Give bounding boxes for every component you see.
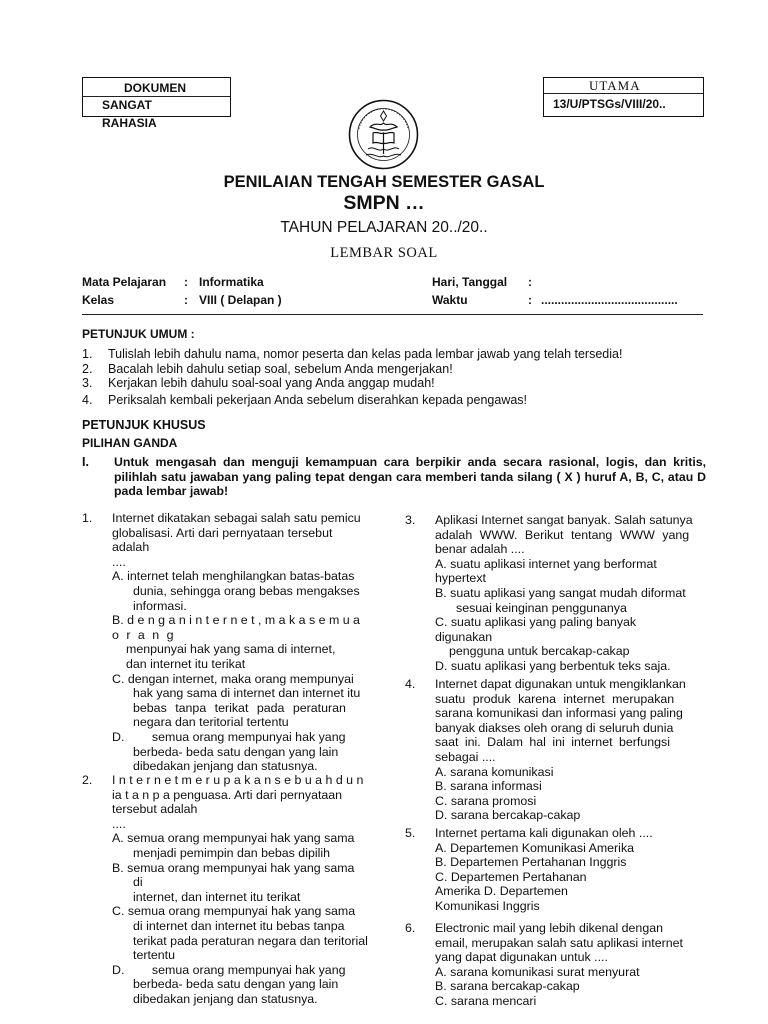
answer-option: B. Departemen Pertahanan Inggris <box>435 855 627 870</box>
general-instructions-list <box>82 347 722 407</box>
question-2: 2. I n t e r n e t m e r u p a k a n s e b u a h d u n ia t a n p a penguasa. Arti dari pernyataan tersebut adalah .... A. semua orang mempunyai hak yang sama menjadi pemimpin dan bebas dipilih B. semua orang mempunyai hak yang sama di internet, dan internet itu terikat C. semua orang mempunyai hak yang sama di internet dan internet itu bebas tanpa terikat pada peraturan negara dan teritorial tertentu D. semua orang mempunyai hak yang berbeda- beda satu dengan yang lain dibedakan jenjang dan statusnya. <box>82 773 382 1007</box>
multiple-choice-heading: PILIHAN GANDA <box>82 436 178 450</box>
list-item: 1. Tulislah lebih dahulu nama, nomor peserta dan kelas pada lembar jawab yang telah tersedia! <box>82 347 623 361</box>
subject-value: Informatika <box>199 275 264 289</box>
answer-option: C. dengan internet, maka orang mempunyai <box>112 671 354 686</box>
tut-wuri-handayani-logo <box>346 97 421 172</box>
document-type-label: UTAMA <box>589 78 641 93</box>
classification-line1: DOKUMEN <box>124 81 186 95</box>
sheet-label: LEMBAR SOAL <box>330 245 438 261</box>
section-instruction: Untuk mengasah dan menguji kemampuan cara berpikir anda secara rasional, logis, dan kritis, pilihlah satu jawaban yang paling tepat dengan cara memberi tanda silang ( X ) huruf A, B, C, atau D pada lembar jawab! <box>114 455 706 499</box>
day-date-colon: : <box>528 275 532 289</box>
answer-option: B. sarana informasi <box>435 779 542 794</box>
time-value: ......................................... <box>541 293 678 307</box>
question-3: 3. Aplikasi Internet sangat banyak. Salah satunya adalah WWW. Berikut tentang WWW yang benar adalah .... A. suatu aplikasi internet yang berformat hypertext B. suatu aplikasi yang sangat mudah diformat sesuai keinginan penggunanya C. suatu aplikasi yang paling banyak digunakan pengguna untuk bercakap-cakap D. suatu aplikasi yang berbentuk teks saja. <box>405 513 707 674</box>
time-colon: : <box>528 293 532 307</box>
info-divider <box>82 314 703 315</box>
answer-option: B. sarana bercakap-cakap <box>435 979 580 994</box>
class-colon: : <box>184 293 188 307</box>
classification-line3: RAHASIA <box>102 116 157 130</box>
question-4: 4. Internet dapat digunakan untuk mengiklankan suatu produk karena internet merupakan sarana komunikasi dan informasi yang paling banyak diakses oleh orang di seluruh dunia saat ini. Dalam hal ini internet berfungsi sebagai .... A. sarana komunikasi B. sarana informasi C. sarana promosi D. sarana bercakap-cakap <box>405 677 707 823</box>
subject-colon: : <box>184 275 188 289</box>
answer-option: A. internet telah menghilangkan batas-batas <box>112 569 355 584</box>
class-value: VIII ( Delapan ) <box>199 293 282 307</box>
question-5: 5. Internet pertama kali digunakan oleh .... A. Departemen Komunikasi Amerika B. Departemen Pertahanan Inggris C. Departemen Pertahanan Amerika D. Departemen Komunikasi Inggris <box>405 826 707 914</box>
answer-option: D. sarana bercakap-cakap <box>435 808 581 823</box>
list-item: 2. Bacalah lebih dahulu setiap soal, sebelum Anda mengerjakan! <box>82 361 453 376</box>
answer-option: C. Departemen Pertahanan <box>435 869 587 884</box>
answer-option: C. semua orang mempunyai hak yang sama <box>112 904 356 919</box>
answer-option: B. d e n g a n i n t e r n e t , m a k a s e m u a <box>112 613 360 628</box>
question-6: 6. Electronic mail yang lebih dikenal dengan email, merupakan salah satu aplikasi internet yang dapat digunakan untuk .... A. sarana komunikasi surat menyurat B. sarana bercakap-cakap C. sarana mencari <box>405 921 707 1009</box>
class-label: Kelas <box>82 293 115 307</box>
answer-option: C. sarana promosi <box>435 793 537 808</box>
answer-option: B. semua orang mempunyai hak yang sama <box>112 860 355 875</box>
answer-option: A. suatu aplikasi internet yang berformat <box>435 556 657 571</box>
answer-option: D. semua orang mempunyai hak yang <box>112 962 346 977</box>
general-instructions-heading: PETUNJUK UMUM : <box>82 327 195 341</box>
subject-label: Mata Pelajaran <box>82 275 167 289</box>
academic-year: TAHUN PELAJARAN 20../20.. <box>280 219 488 236</box>
specific-instructions-heading: PETUNJUK KHUSUS <box>82 418 206 432</box>
time-label: Waktu <box>432 293 468 307</box>
answer-option: B. suatu aplikasi yang sangat mudah diformat <box>435 585 686 600</box>
answer-option: A. sarana komunikasi surat menyurat <box>435 964 640 979</box>
question-1: 1. Internet dikatakan sebagai salah satu pemicu globalisasi. Arti dari pernyataan tersebut adalah .... A. internet telah menghilangkan batas-batas dunia, sehingga orang bebas mengakses informasi. B. d e n g a n i n t e r n e t , m a k a s e m u a o r a n g menpunyai hak yang sama di internet, dan internet itu terikat C. dengan internet, maka orang mempunyai hak yang sama di internet dan internet itu bebas tanpa terikat pada peraturan negara dan teritorial tertentu D. semua orang mempunyai hak yang berbeda- beda satu dengan yang lain dibedakan jenjang dan statusnya. <box>82 511 382 774</box>
answer-option: D. semua orang mempunyai hak yang <box>112 729 346 744</box>
day-date-label: Hari, Tanggal <box>432 275 508 289</box>
school-name: SMPN … <box>343 192 425 214</box>
section-roman-numeral: I. <box>82 455 89 469</box>
answer-option: A. sarana komunikasi <box>435 764 554 779</box>
classification-line2: SANGAT <box>102 98 152 112</box>
answer-option: A. semua orang mempunyai hak yang sama <box>112 831 355 846</box>
exam-title: PENILAIAN TENGAH SEMESTER GASAL <box>223 173 545 191</box>
list-item: 4. Periksalah kembali pekerjaan Anda sebelum diserahkan kepada pengawas! <box>82 392 528 407</box>
answer-option: C. suatu aplikasi yang paling banyak <box>435 615 637 630</box>
document-code: 13/U/PTSGs/VIII/20.. <box>553 97 666 111</box>
answer-option: D. suatu aplikasi yang berbentuk teks saja. <box>435 658 671 673</box>
list-item: 3. Kerjakan lebih dahulu soal-soal yang Anda anggap mudah! <box>82 376 435 391</box>
answer-option: C. sarana mencari <box>435 993 537 1008</box>
answer-option: A. Departemen Komunikasi Amerika <box>435 840 635 855</box>
